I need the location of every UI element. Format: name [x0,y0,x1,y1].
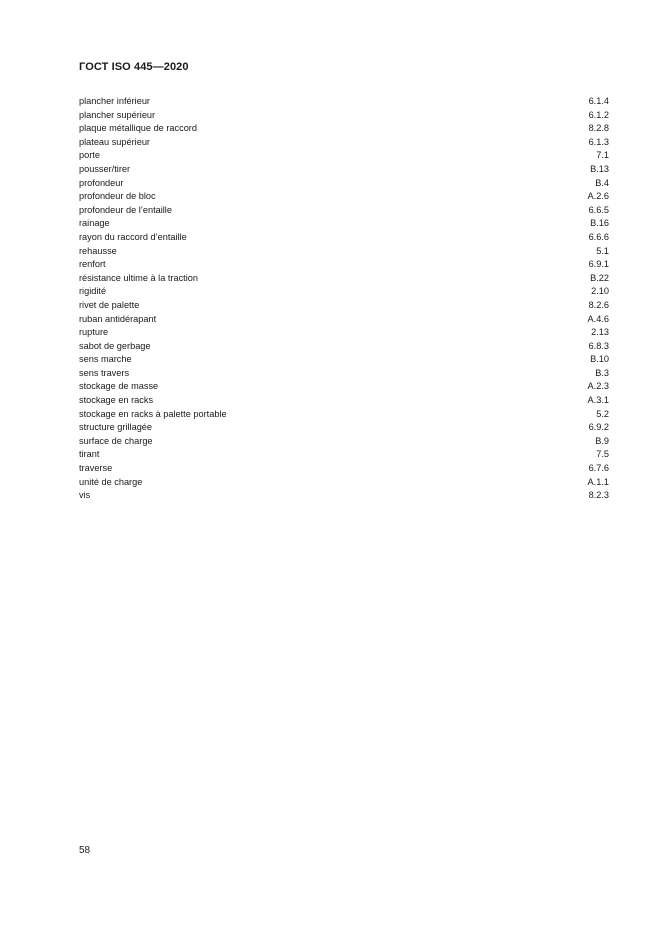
index-entry [79,258,609,272]
index-reference: B.16 [590,218,609,229]
index-entry [79,190,609,204]
index-entry [79,231,609,245]
index-reference: 6.7.6 [588,463,609,474]
index-entry [79,149,609,163]
index-entry [79,109,609,123]
index-entry [79,136,609,150]
index-term: stockage de masse [79,381,159,392]
index-term: résistance ultime à la traction [79,272,198,283]
index-term: structure grillagée [79,422,153,433]
index-entry [79,272,609,286]
index-term: pousser/tirer [79,163,131,174]
index-term: profondeur [79,177,124,188]
index-reference: A.4.6 [587,313,609,324]
index-reference: A.2.6 [587,191,609,202]
index-term: profondeur de bloc [79,191,156,202]
index-entry [79,326,609,340]
index-term: plateau supérieur [79,136,150,147]
index-reference: 6.1.4 [588,96,609,106]
index-term: sens marche [79,354,132,365]
index-term: sens travers [79,367,130,378]
index-term: stockage en racks à palette portable [79,408,227,419]
index-entry [79,217,609,231]
index-entry [79,394,609,408]
index-reference: 7.1 [596,150,609,161]
index-entry [79,448,609,462]
index-term: plancher inférieur [79,96,150,106]
index-reference: 6.1.2 [588,109,609,120]
index-term: porte [79,150,100,161]
index-entry [79,313,609,327]
index-entry [79,367,609,381]
index-reference: 8.2.8 [588,123,609,134]
index-entry [79,408,609,422]
index-term: rayon du raccord d’entaille [79,231,187,242]
index-reference: B.9 [595,435,609,446]
index-reference: B.10 [590,354,609,365]
index-entry [79,340,609,354]
index-entry [79,122,609,136]
index-term: sabot de gerbage [79,340,151,351]
index-entry [79,489,609,503]
document-header-title: ГОСТ ISO 445—2020 [79,61,189,73]
index-reference: 8.2.6 [588,299,609,310]
index-reference: 6.8.3 [588,340,609,351]
index-term: traverse [79,463,113,474]
index-reference: 6.9.2 [588,422,609,433]
index-entry [79,163,609,177]
index-term: tirant [79,449,100,460]
index-term: rupture [79,327,109,338]
index-reference: B.22 [590,272,609,283]
index-reference: A.1.1 [587,476,609,487]
index-reference: 7.5 [596,449,609,460]
index-entry [79,380,609,394]
index-reference: 6.6.5 [588,204,609,215]
index-term: rivet de palette [79,299,140,310]
index-term: surface de charge [79,435,153,446]
index-term: renfort [79,259,106,270]
index-entry [79,95,609,109]
index-term: rehausse [79,245,117,256]
index-entry [79,353,609,367]
index-term: stockage en racks [79,395,154,406]
index-entry [79,435,609,449]
index-entry [79,421,609,435]
index-reference: 2.13 [591,327,609,338]
index-reference: B.4 [595,177,609,188]
index-entry [79,462,609,476]
index-entry [79,245,609,259]
index-reference: A.3.1 [587,395,609,406]
index-reference: 5.2 [596,408,609,419]
index-entry [79,204,609,218]
index-term: rainage [79,218,110,229]
index-reference: 2.10 [591,286,609,297]
index-entry [79,299,609,313]
alphabetical-index [79,95,609,503]
index-term: plaque métallique de raccord [79,123,197,134]
index-reference: 6.6.6 [588,231,609,242]
index-term: rigidité [79,286,107,297]
page-number: 58 [79,845,91,856]
index-reference: B.3 [595,367,609,378]
index-reference: 8.2.3 [588,490,609,501]
index-reference: 6.9.1 [588,259,609,270]
index-reference: B.13 [590,163,609,174]
index-reference: 5.1 [596,245,609,256]
index-entry [79,177,609,191]
index-term: profondeur de l’entaille [79,204,172,215]
index-term: ruban antidérapant [79,313,157,324]
index-entry [79,476,609,490]
index-term: unité de charge [79,476,143,487]
index-term: vis [79,490,91,501]
index-reference: 6.1.3 [588,136,609,147]
index-reference: A.2.3 [587,381,609,392]
index-term: plancher supérieur [79,109,156,120]
index-entry [79,285,609,299]
